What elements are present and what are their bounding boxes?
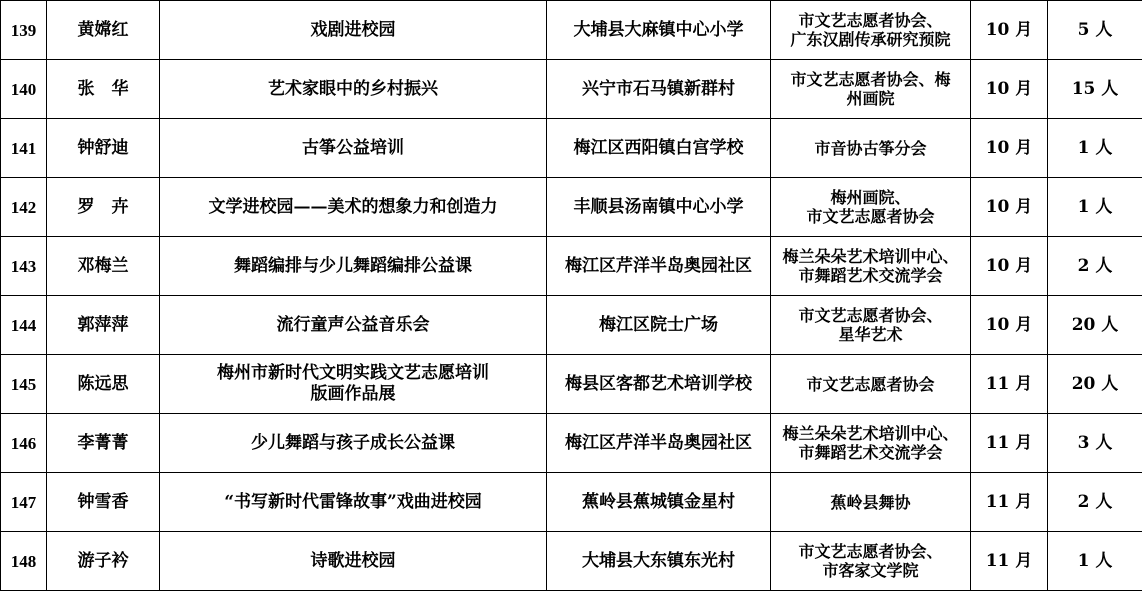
row-number: 148 (1, 532, 47, 591)
row-number: 145 (1, 355, 47, 414)
table-row (1, 532, 1142, 591)
activity-title: “书写新时代雷锋故事”戏曲进校园 (160, 473, 547, 532)
organizer: 市文艺志愿者协会、梅 州画院 (771, 60, 971, 119)
organizer: 市文艺志愿者协会、 广东汉剧传承研究预院 (771, 1, 971, 60)
row-number: 146 (1, 414, 47, 473)
person-name: 陈远思 (47, 355, 160, 414)
person-name: 钟舒迪 (47, 119, 160, 178)
venue: 梅江区院士广场 (547, 296, 771, 355)
venue: 蕉岭县蕉城镇金星村 (547, 473, 771, 532)
table-row (1, 60, 1142, 119)
month: 10 月 (971, 60, 1048, 119)
table-body (1, 1, 1142, 591)
people-count: 1 人 (1048, 532, 1142, 591)
people-count: 20 人 (1048, 355, 1142, 414)
venue: 兴宁市石马镇新群村 (547, 60, 771, 119)
person-name: 黄嫦红 (47, 1, 160, 60)
person-name: 李菁菁 (47, 414, 160, 473)
venue: 大埔县大东镇东光村 (547, 532, 771, 591)
row-number: 142 (1, 178, 47, 237)
activity-title: 艺术家眼中的乡村振兴 (160, 60, 547, 119)
table-row (1, 119, 1142, 178)
people-count: 2 人 (1048, 473, 1142, 532)
activity-title: 梅州市新时代文明实践文艺志愿培训 版画作品展 (160, 355, 547, 414)
row-number: 143 (1, 237, 47, 296)
person-name: 张 华 (47, 60, 160, 119)
activity-title: 戏剧进校园 (160, 1, 547, 60)
activity-title: 流行童声公益音乐会 (160, 296, 547, 355)
month: 10 月 (971, 237, 1048, 296)
venue: 大埔县大麻镇中心小学 (547, 1, 771, 60)
people-count: 15 人 (1048, 60, 1142, 119)
month: 11 月 (971, 414, 1048, 473)
activity-title: 诗歌进校园 (160, 532, 547, 591)
month: 11 月 (971, 532, 1048, 591)
row-number: 147 (1, 473, 47, 532)
person-name: 钟雪香 (47, 473, 160, 532)
month: 11 月 (971, 473, 1048, 532)
venue: 梅江区西阳镇白宫学校 (547, 119, 771, 178)
month: 10 月 (971, 119, 1048, 178)
people-count: 1 人 (1048, 119, 1142, 178)
people-count: 1 人 (1048, 178, 1142, 237)
table-row (1, 1, 1142, 60)
organizer: 梅州画院、 市文艺志愿者协会 (771, 178, 971, 237)
organizer: 市音协古筝分会 (771, 119, 971, 178)
activity-title: 古筝公益培训 (160, 119, 547, 178)
activity-title: 舞蹈编排与少儿舞蹈编排公益课 (160, 237, 547, 296)
person-name: 游子衿 (47, 532, 160, 591)
venue: 丰顺县汤南镇中心小学 (547, 178, 771, 237)
month: 10 月 (971, 178, 1048, 237)
person-name: 郭萍萍 (47, 296, 160, 355)
activity-title: 少儿舞蹈与孩子成长公益课 (160, 414, 547, 473)
row-number: 139 (1, 1, 47, 60)
venue: 梅县区客都艺术培训学校 (547, 355, 771, 414)
person-name: 邓梅兰 (47, 237, 160, 296)
venue: 梅江区芹洋半岛奥园社区 (547, 414, 771, 473)
organizer: 梅兰朵朵艺术培训中心、 市舞蹈艺术交流学会 (771, 237, 971, 296)
organizer: 市文艺志愿者协会、 星华艺术 (771, 296, 971, 355)
venue: 梅江区芹洋半岛奥园社区 (547, 237, 771, 296)
table-row (1, 414, 1142, 473)
person-name: 罗 卉 (47, 178, 160, 237)
people-count: 20 人 (1048, 296, 1142, 355)
month: 10 月 (971, 296, 1048, 355)
organizer: 市文艺志愿者协会、 市客家文学院 (771, 532, 971, 591)
table-row (1, 473, 1142, 532)
month: 11 月 (971, 355, 1048, 414)
organizer: 蕉岭县舞协 (771, 473, 971, 532)
table-row (1, 296, 1142, 355)
people-count: 3 人 (1048, 414, 1142, 473)
organizer: 梅兰朵朵艺术培训中心、 市舞蹈艺术交流学会 (771, 414, 971, 473)
row-number: 144 (1, 296, 47, 355)
table-row (1, 355, 1142, 414)
table-row (1, 237, 1142, 296)
people-count: 2 人 (1048, 237, 1142, 296)
table-row (1, 178, 1142, 237)
month: 10 月 (971, 1, 1048, 60)
activity-title: 文学进校园——美术的想象力和创造力 (160, 178, 547, 237)
row-number: 141 (1, 119, 47, 178)
people-count: 5 人 (1048, 1, 1142, 60)
row-number: 140 (1, 60, 47, 119)
organizer: 市文艺志愿者协会 (771, 355, 971, 414)
